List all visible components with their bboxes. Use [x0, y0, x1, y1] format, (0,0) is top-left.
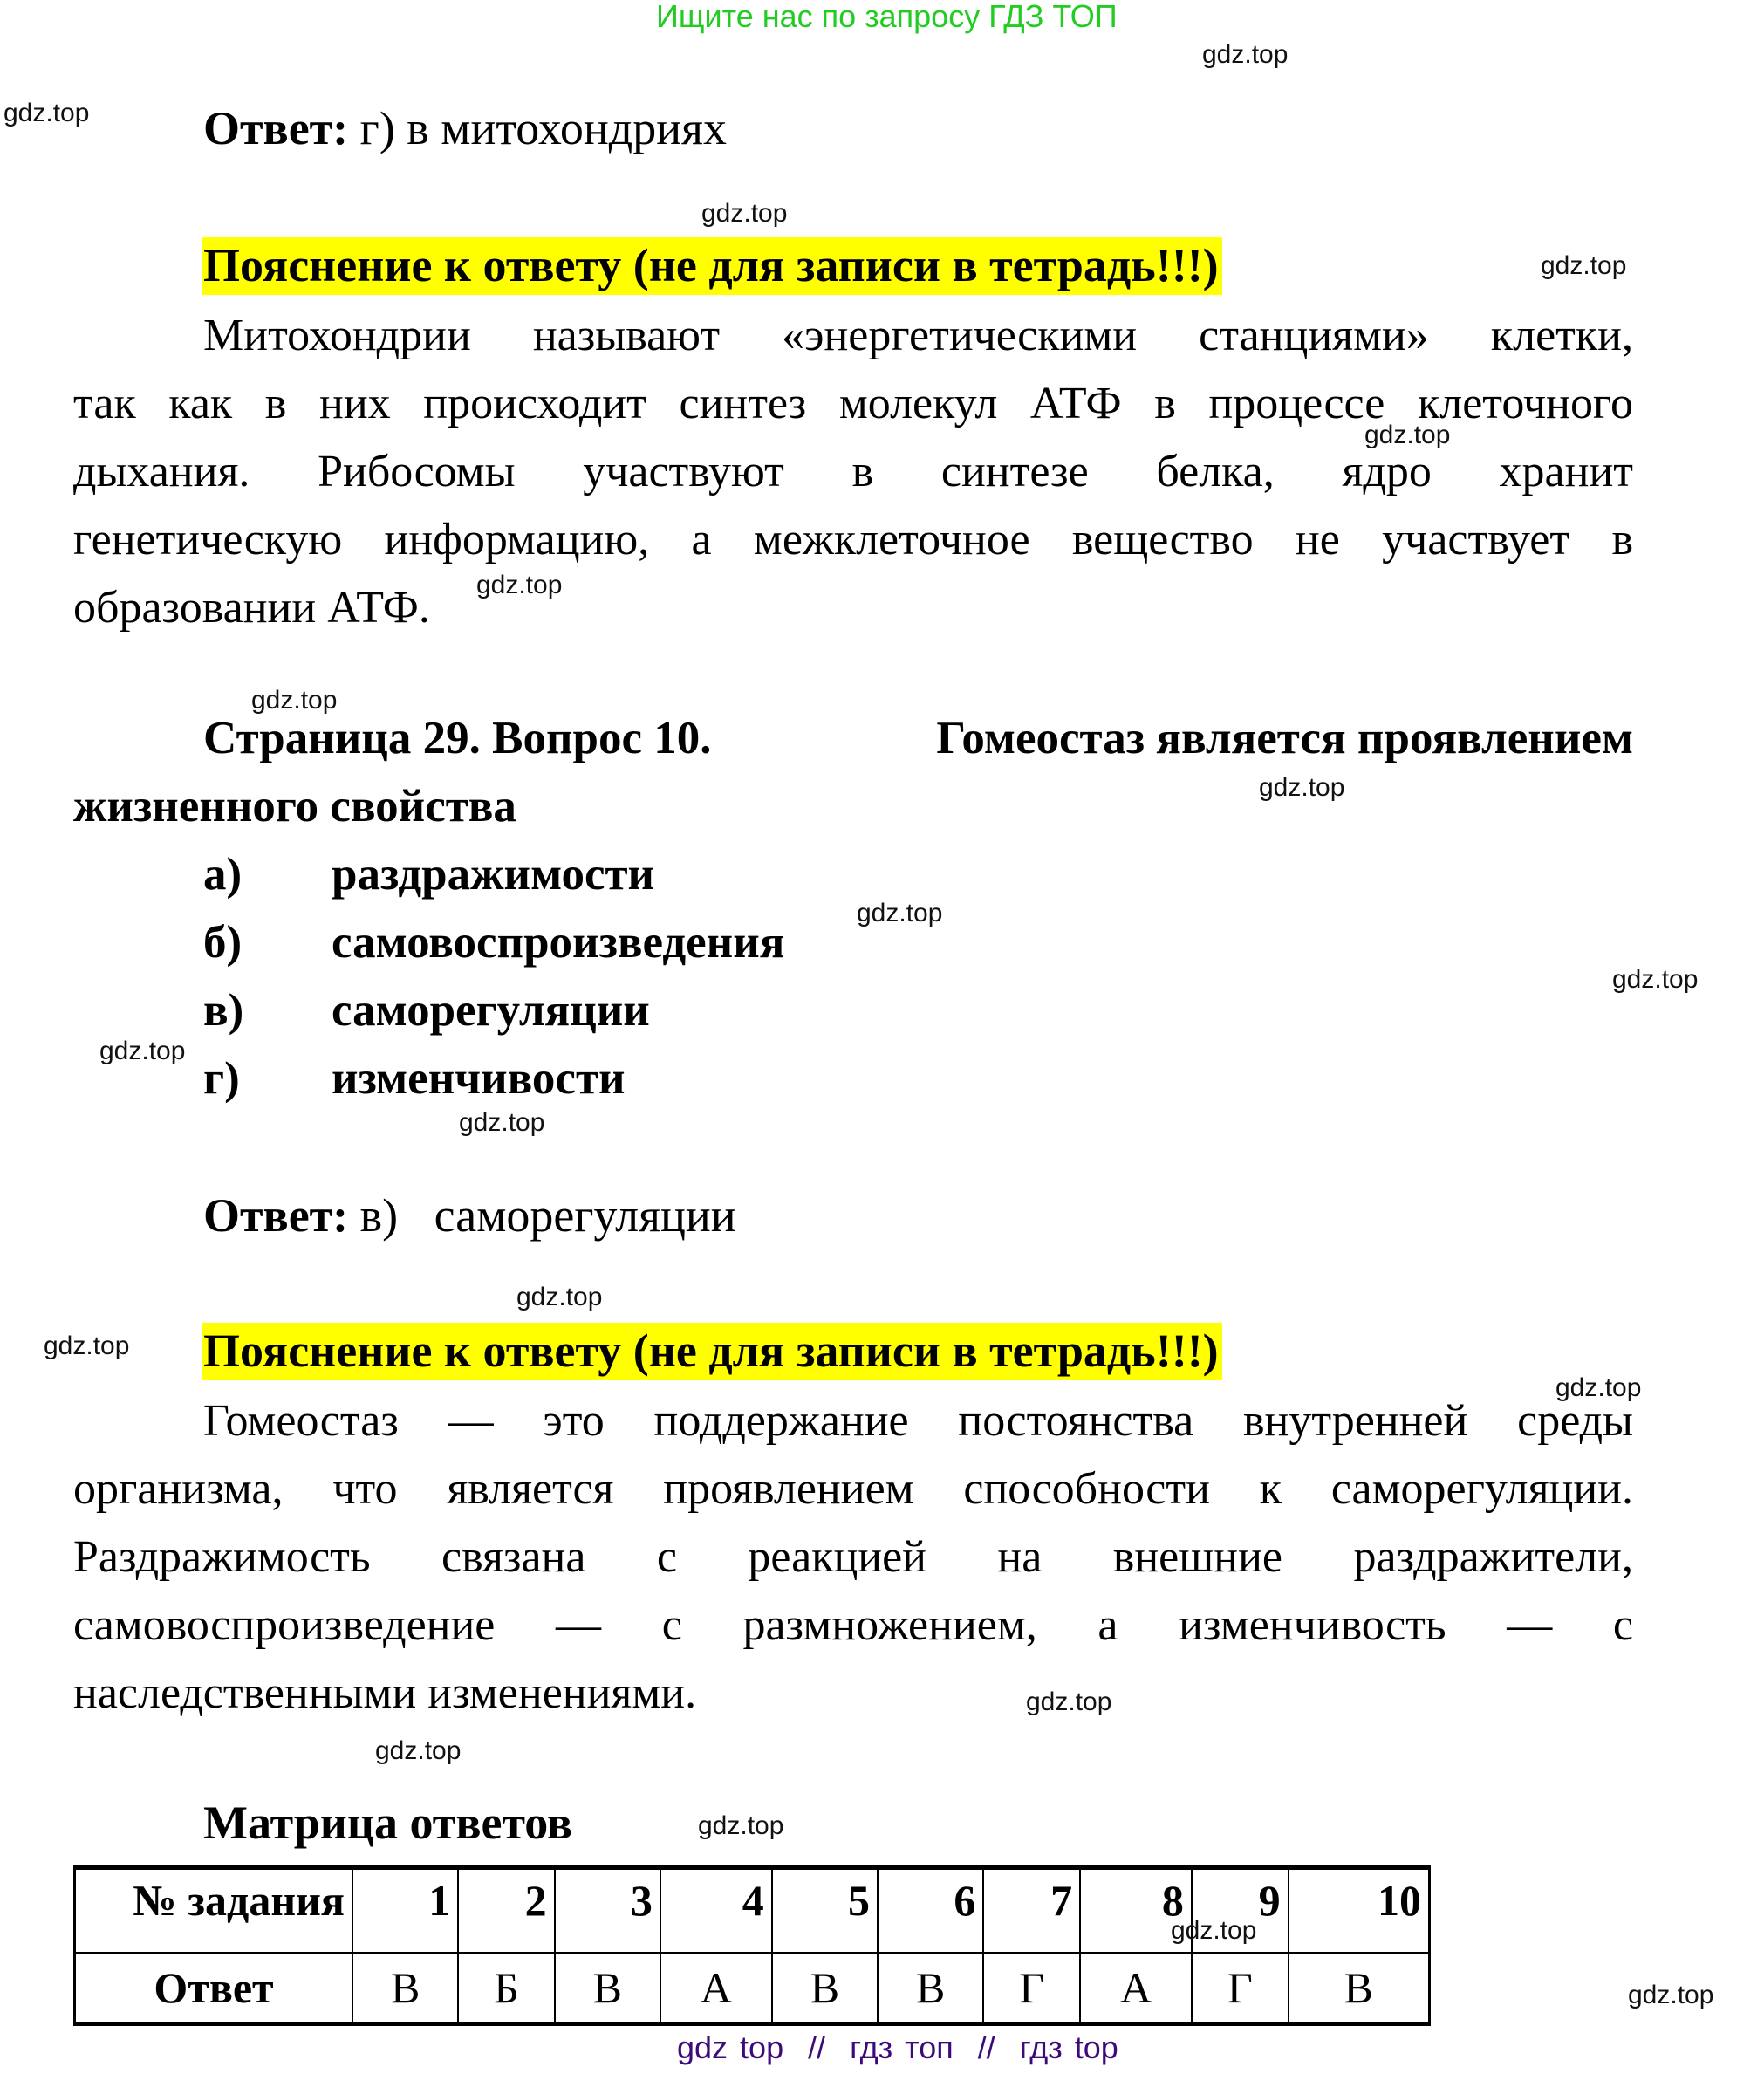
paragraph-line: самовоспроизведение — с размножением, а изменчивость — с: [73, 1600, 1633, 1650]
answer-letter: в): [359, 1189, 399, 1242]
paragraph-line: наследственными изменениями.: [73, 1668, 697, 1718]
paragraph-line: Гомеостаз — это поддержание постоянства внутренней среды: [203, 1396, 1633, 1446]
task-number: 8: [1080, 1868, 1192, 1954]
option-d-text: изменчивости: [332, 1053, 626, 1104]
paragraph-line: Раздражимость связана с реакцией на внешние раздражители,: [73, 1532, 1633, 1582]
option-b-letter: б): [203, 917, 243, 968]
answer-value: г) в митохондриях: [359, 102, 727, 154]
paragraph-line: Митохондрии называют «энергетическими станциями» клетки,: [203, 311, 1633, 360]
task-number: 2: [458, 1868, 554, 1954]
task-number: 4: [660, 1868, 772, 1954]
watermark: gdz.top: [701, 199, 788, 228]
watermark: gdz.top: [375, 1736, 462, 1765]
watermark: gdz.top: [1026, 1687, 1112, 1716]
answer-cell: А: [660, 1953, 772, 2024]
watermark: gdz.top: [1628, 1981, 1714, 2009]
answer-cell: В: [772, 1953, 878, 2024]
task-number: 7: [983, 1868, 1080, 1954]
answer-1: [203, 101, 727, 155]
answer-label: Ответ:: [203, 102, 349, 154]
watermark: gdz.top: [1202, 40, 1289, 69]
watermark: gdz.top: [459, 1108, 545, 1137]
option-c-letter: в): [203, 985, 244, 1036]
answer-matrix-table: [73, 1865, 1431, 2026]
watermark: gdz.top: [1259, 773, 1345, 802]
option-c-text: саморегуляции: [332, 985, 650, 1036]
explanation-paragraph-1: [73, 302, 1633, 642]
paragraph-line: дыхания. Рибосомы участвуют в синтезе белка, ядро хранит: [73, 447, 1633, 496]
option-a-letter: а): [203, 849, 243, 900]
table-row-answers: [75, 1953, 1430, 2024]
row-header-answer: Ответ: [75, 1953, 353, 2024]
matrix-title: Матрица ответов: [203, 1797, 573, 1849]
watermark: gdz.top: [3, 99, 90, 127]
answer-cell: Б: [458, 1953, 554, 2024]
watermark: gdz.top: [1555, 1373, 1642, 1402]
watermark: gdz.top: [476, 571, 563, 599]
watermark: gdz.top: [1612, 965, 1699, 994]
option-b-text: самовоспроизведения: [332, 917, 785, 968]
watermark: gdz.top: [516, 1283, 603, 1311]
watermark: gdz.top: [698, 1811, 784, 1840]
answer-cell: В: [555, 1953, 660, 2024]
answer-cell: Г: [1192, 1953, 1289, 2024]
option-d-letter: г): [203, 1053, 240, 1104]
footer-links[interactable]: gdz top // гдз топ // гдз top: [677, 2030, 1118, 2065]
answer-cell: В: [352, 1953, 458, 2024]
paragraph-line: образовании АТФ.: [73, 583, 430, 633]
paragraph-line: организма, что является проявлением способности к саморегуляции.: [73, 1464, 1633, 1514]
task-number: 6: [878, 1868, 983, 1954]
watermark: gdz.top: [44, 1331, 130, 1360]
task-number: 10: [1289, 1868, 1430, 1954]
answer-cell: Г: [983, 1953, 1080, 2024]
task-number: 9: [1192, 1868, 1289, 1954]
paragraph-line: так как в них происходит синтез молекул АТФ в процессе клеточного: [73, 379, 1633, 428]
watermark: gdz.top: [857, 899, 943, 927]
answer-cell: В: [878, 1953, 983, 2024]
explanation-heading: Пояснение к ответу (не для записи в тетрадь!!!): [202, 237, 1222, 295]
task-number: 3: [555, 1868, 660, 1954]
answer-cell: А: [1080, 1953, 1192, 2024]
question-text-line2: жизненного свойства: [73, 781, 516, 832]
answer-value: саморегуляции: [434, 1189, 736, 1242]
watermark: gdz.top: [99, 1037, 186, 1065]
explanation-paragraph-2: [73, 1387, 1633, 1728]
answer-label: Ответ:: [203, 1189, 349, 1242]
question-ref: Страница 29. Вопрос 10.: [203, 713, 712, 763]
question-text-line1: Гомеостаз является проявлением: [936, 713, 1633, 763]
answer-2: [203, 1188, 736, 1242]
row-header-task: № задания: [75, 1868, 353, 1954]
task-number: 5: [772, 1868, 878, 1954]
task-number: 1: [352, 1868, 458, 1954]
search-banner[interactable]: Ищите нас по запросу ГДЗ ТОП: [656, 0, 1118, 34]
option-a-text: раздражимости: [332, 849, 655, 900]
paragraph-line: генетическую информацию, а межклеточное вещество не участвует в: [73, 515, 1633, 565]
watermark: gdz.top: [251, 686, 338, 715]
watermark: gdz.top: [1171, 1916, 1257, 1945]
watermark: gdz.top: [1364, 421, 1451, 449]
explanation-heading: Пояснение к ответу (не для записи в тетрадь!!!): [202, 1323, 1222, 1380]
answer-cell: В: [1289, 1953, 1430, 2024]
watermark: gdz.top: [1541, 251, 1627, 280]
